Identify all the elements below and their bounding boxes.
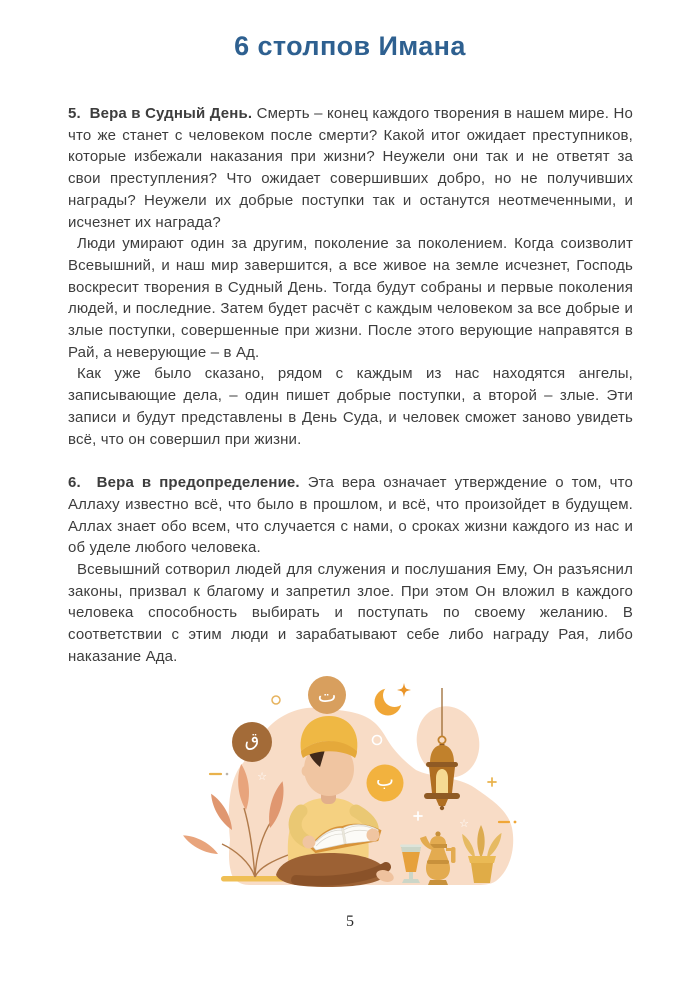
decor-star-white-left: ☆ (257, 770, 267, 783)
letter-badge-ba (367, 765, 404, 802)
page-number: 5 (346, 913, 354, 930)
svg-text:ت: ت (317, 683, 337, 707)
illustration-boy-reading-quran (180, 670, 520, 910)
svg-text:ب: ب (376, 769, 394, 791)
section-6-paragraph-2: Всевышний сотворил людей для служения и послушания Ему, Он разъяснил законы, призвал к благому и запретил злое. При этом Он вложил в каждого человека способность выбирать и поступать по своему желанию. В соответствии с этим люди и зарабатывают себе либо награду Рая, либо наказание Ада. (68, 561, 633, 665)
section-5-paragraph-3: Как уже было сказано, рядом с каждым из нас находятся ангелы, записывающие дела, – один пишет добрые поступки, а второй – злые. Эти записи и будут представлены в День Суда, и человек сможет заново увидеть всё, что он совершил при жизни. (68, 365, 633, 448)
decor-star-white-right: ☆ (459, 817, 469, 830)
section-5-text-1: Смерть – конец каждого творения в нашем мире. Но что же станет с человеком после смерти? Какой итог ожидает преступников, которые избежали наказания при жизни? Неужели они так и не ответят за свои преступления? Что ожидает совершивших добро, но не получивших награды? Неужели их добрые поступки так и останутся неотмеченными, и исчезнет их награда? (68, 105, 633, 231)
decor-plus-gold (488, 778, 496, 786)
page-title: 6 столпов Имана (234, 31, 466, 61)
decor-dash-right (499, 821, 516, 824)
decor-dash-left (210, 773, 228, 776)
boy-hand-left (303, 836, 316, 849)
section-6-text-1: Эта вера означает утверждение о том, что Аллаху известно всё, что было в прошлом, и всё, что произойдет в будущем. Аллах знает обо всем, что случается с нами, о сроках жизни каждого из нас и об уделе любого человека. (68, 474, 633, 557)
svg-text:ق: ق (244, 729, 260, 751)
letter-badge-qaf (232, 722, 272, 762)
section-5-heading: 5. Вера в Судный День. (68, 105, 253, 122)
section-5-paragraph-2: Люди умирают один за другим, поколение за поколением. Когда соизволит Всевышний, и наш мир завершится, а все живое на земле исчезнет, Господь воскресит творения в Судный День. Тогда будут собраны и первые поколения людей, и последние. Затем будет расчёт с каждым человеком за все добрые и злые поступки, совершенные при жизни. После этого верующие направятся в Рай, а неверующие – в Ад. (68, 235, 633, 361)
letter-badge-ta (308, 676, 346, 714)
boy-hand-right (367, 829, 380, 842)
section-6-heading: 6. Вера в предопределение. (68, 474, 300, 492)
decor-circle-outline-orange (272, 696, 280, 704)
body-text (68, 103, 633, 668)
section-5-paragraph-1 (68, 103, 633, 233)
crescent-moon (375, 683, 412, 716)
section-6-paragraph-1 (68, 472, 633, 559)
